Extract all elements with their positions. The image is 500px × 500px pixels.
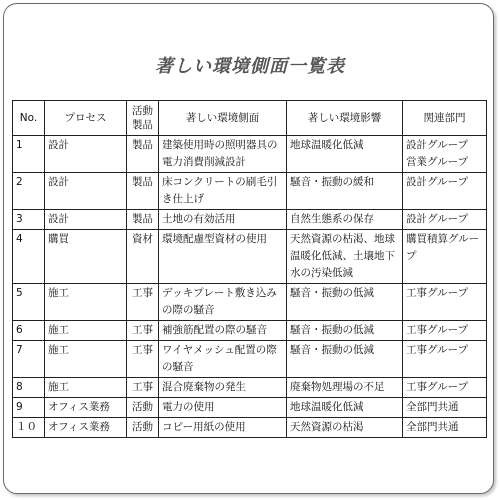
cell-impact: 廃棄物処理場の不足 [287, 378, 403, 398]
header-impact: 著しい環境影響 [287, 101, 403, 136]
cell-dept: 工事グループ [403, 284, 487, 321]
table-row [13, 230, 487, 284]
cell-impact: 騒音・振動の低減 [287, 321, 403, 341]
cell-no: 7 [13, 341, 45, 378]
header-dept: 関連部門 [403, 101, 487, 136]
cell-dept: 工事グループ [403, 378, 487, 398]
cell-activity: 活動 [127, 418, 159, 438]
table-row [13, 418, 487, 438]
cell-aspect: 電力の使用 [159, 398, 287, 418]
cell-activity: 資材 [127, 230, 159, 284]
cell-aspect: 床コンクリートの刷毛引き仕上げ [159, 173, 287, 210]
cell-impact: 天然資源の枯渇、地球温暖化低減、土壌地下水の汚染低減 [287, 230, 403, 284]
table-row [13, 341, 487, 378]
header-no: No. [13, 101, 45, 136]
cell-aspect: 土地の有効活用 [159, 210, 287, 230]
cell-impact: 自然生態系の保存 [287, 210, 403, 230]
cell-activity: 工事 [127, 378, 159, 398]
cell-aspect: 建築使用時の照明器具の電力消費削減設計 [159, 136, 287, 173]
cell-aspect: 環境配慮型資材の使用 [159, 230, 287, 284]
cell-aspect: ワイヤメッシュ配置の際の騒音 [159, 341, 287, 378]
cell-process: 設計 [45, 210, 127, 230]
cell-aspect: 補強筋配置の際の騒音 [159, 321, 287, 341]
table-row [13, 321, 487, 341]
header-process: プロセス [45, 101, 127, 136]
cell-process: 施工 [45, 284, 127, 321]
table-row [13, 378, 487, 398]
cell-activity: 製品 [127, 173, 159, 210]
header-activity: 活動 製品 [127, 101, 159, 136]
cell-activity: 工事 [127, 321, 159, 341]
table-row [13, 210, 487, 230]
cell-aspect: コピー用紙の使用 [159, 418, 287, 438]
cell-dept: 工事グループ [403, 341, 487, 378]
table-row [13, 284, 487, 321]
cell-process: 施工 [45, 321, 127, 341]
cell-no: 5 [13, 284, 45, 321]
cell-no: 8 [13, 378, 45, 398]
cell-process: 施工 [45, 341, 127, 378]
cell-dept: 購買積算グループ [403, 230, 487, 284]
cell-impact: 地球温暖化低減 [287, 398, 403, 418]
cell-no: １０ [13, 418, 45, 438]
cell-dept: 工事グループ [403, 321, 487, 341]
table-row [13, 173, 487, 210]
cell-activity: 製品 [127, 136, 159, 173]
cell-dept: 設計グループ [403, 173, 487, 210]
cell-no: 2 [13, 173, 45, 210]
cell-activity: 製品 [127, 210, 159, 230]
cell-impact: 騒音・振動の低減 [287, 341, 403, 378]
cell-impact: 騒音・振動の低減 [287, 284, 403, 321]
cell-process: オフィス業務 [45, 398, 127, 418]
cell-activity: 工事 [127, 284, 159, 321]
cell-impact: 天然資源の枯渇 [287, 418, 403, 438]
cell-no: 4 [13, 230, 45, 284]
cell-process: 設計 [45, 136, 127, 173]
cell-process: 設計 [45, 173, 127, 210]
cell-activity: 工事 [127, 341, 159, 378]
table-header-row [13, 101, 487, 136]
cell-aspect: 混合廃棄物の発生 [159, 378, 287, 398]
cell-no: 6 [13, 321, 45, 341]
cell-impact: 騒音・振動の緩和 [287, 173, 403, 210]
table-row [13, 136, 487, 173]
cell-no: 3 [13, 210, 45, 230]
cell-dept: 全部門共通 [403, 418, 487, 438]
cell-dept: 全部門共通 [403, 398, 487, 418]
cell-activity: 活動 [127, 398, 159, 418]
cell-process: 購買 [45, 230, 127, 284]
header-aspect: 著しい環境側面 [159, 101, 287, 136]
cell-no: 1 [13, 136, 45, 173]
cell-process: オフィス業務 [45, 418, 127, 438]
cell-aspect: デッキプレート敷き込みの際の騒音 [159, 284, 287, 321]
cell-impact: 地球温暖化低減 [287, 136, 403, 173]
cell-dept: 設計グループ 営業グループ [403, 136, 487, 173]
cell-process: 施工 [45, 378, 127, 398]
table-row [13, 398, 487, 418]
aspects-table [12, 100, 487, 438]
page-title: 著しい環境側面一覧表 [155, 56, 345, 77]
cell-no: 9 [13, 398, 45, 418]
cell-dept: 設計グループ [403, 210, 487, 230]
